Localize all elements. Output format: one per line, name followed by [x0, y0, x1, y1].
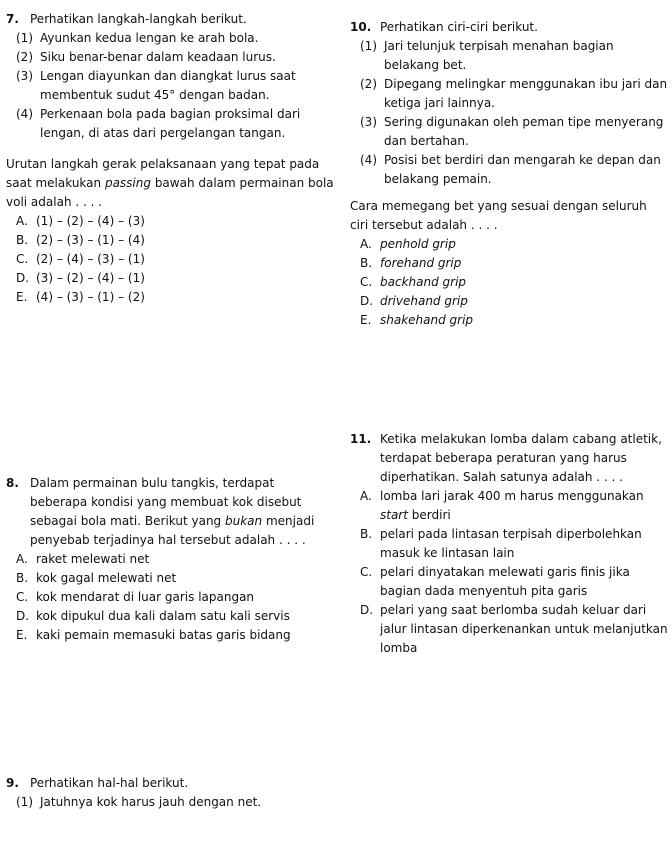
answer-option-e[interactable]: E. (4) – (3) – (1) – (2) — [16, 290, 145, 304]
answer-option-d[interactable]: D. (3) – (2) – (4) – (1) — [16, 271, 145, 285]
question-stem: Ketika melakukan lomba dalam cabang atletik, terdapat beberapa peraturan yang harus diperhatikan. Salah satunya adalah . . . . — [380, 432, 662, 484]
answer-option-c[interactable]: C. backhand grip — [360, 275, 467, 289]
question-prompt: Cara memegang bet yang sesuai dengan seluruh ciri tersebut adalah . . . . — [350, 199, 647, 232]
question-9 — [6, 774, 334, 812]
list-item: (2) Dipegang melingkar menggunakan ibu jari dan ketiga jari lainnya. — [360, 77, 668, 110]
question-10 — [350, 18, 668, 330]
list-item: (3) Lengan diayunkan dan diangkat lurus saat membentuk sudut 45° dengan badan. — [16, 69, 296, 102]
answer-option-e[interactable]: E. shakehand grip — [360, 313, 474, 327]
answer-option-a[interactable]: A. (1) – (2) – (4) – (3) — [16, 214, 145, 228]
list-item: (1) Jari telunjuk terpisah menahan bagian belakang bet. — [360, 39, 614, 72]
list-item: (4) Posisi bet berdiri dan mengarah ke depan dan belakang pemain. — [360, 153, 661, 186]
list-item: (1) Ayunkan kedua lengan ke arah bola. — [16, 31, 259, 45]
question-number: 9. — [6, 776, 19, 790]
question-number: 10. — [350, 20, 372, 34]
question-number: 7. — [6, 12, 19, 26]
list-item: (3) Sering digunakan oleh peman tipe menyerang dan bertahan. — [360, 115, 664, 148]
answer-option-d[interactable]: D. drivehand grip — [360, 294, 468, 308]
answer-option-b[interactable]: B. (2) – (3) – (1) – (4) — [16, 233, 145, 247]
answer-option-c[interactable]: C. (2) – (4) – (3) – (1) — [16, 252, 145, 266]
question-stem: Perhatikan ciri-ciri berikut. — [380, 20, 538, 34]
question-prompt: Urutan langkah gerak pelaksanaan yang tepat pada saat melakukan passing bawah dalam permainan bola voli adalah . . . . — [6, 157, 334, 209]
answer-option-b[interactable]: B. pelari pada lintasan terpisah diperbolehkan masuk ke lintasan lain — [360, 527, 642, 560]
question-stem: Dalam permainan bulu tangkis, terdapat beberapa kondisi yang membuat kok disebut sebagai bola mati. Berikut yang bukan menjadi penyebab terjadinya hal tersebut adalah . . . . — [30, 476, 315, 547]
question-number: 8. — [6, 476, 19, 490]
answer-option-a[interactable]: A. penhold grip — [360, 237, 456, 251]
answer-option-a[interactable]: A. raket melewati net — [16, 552, 150, 566]
question-stem: Perhatikan hal-hal berikut. — [30, 776, 189, 790]
question-11 — [350, 430, 668, 658]
answer-option-c[interactable]: C. kok mendarat di luar garis lapangan — [16, 590, 255, 604]
question-8 — [6, 474, 334, 645]
answer-option-d[interactable]: D. pelari yang saat berlomba sudah keluar dari jalur lintasan diperkenankan untuk melanjutkan lomba — [360, 603, 668, 655]
list-item: (4) Perkenaan bola pada bagian proksimal dari lengan, di atas dari pergelangan tangan. — [16, 107, 301, 140]
list-item: (2) Siku benar-benar dalam keadaan lurus. — [16, 50, 276, 64]
question-stem: Perhatikan langkah-langkah berikut. — [30, 12, 247, 26]
answer-option-b[interactable]: B. kok gagal melewati net — [16, 571, 177, 585]
answer-option-e[interactable]: E. kaki pemain memasuki batas garis bidang — [16, 628, 291, 642]
list-item: (1) Jatuhnya kok harus jauh dengan net. — [16, 795, 262, 809]
question-number: 11. — [350, 432, 372, 446]
answer-option-c[interactable]: C. pelari dinyatakan melewati garis finis jika bagian dada menyentuh pita garis — [360, 565, 630, 598]
answer-option-b[interactable]: B. forehand grip — [360, 256, 462, 270]
answer-option-d[interactable]: D. kok dipukul dua kali dalam satu kali servis — [16, 609, 290, 623]
answer-option-a[interactable]: A. lomba lari jarak 400 m harus menggunakan start berdiri — [360, 489, 644, 522]
question-7 — [6, 10, 334, 307]
